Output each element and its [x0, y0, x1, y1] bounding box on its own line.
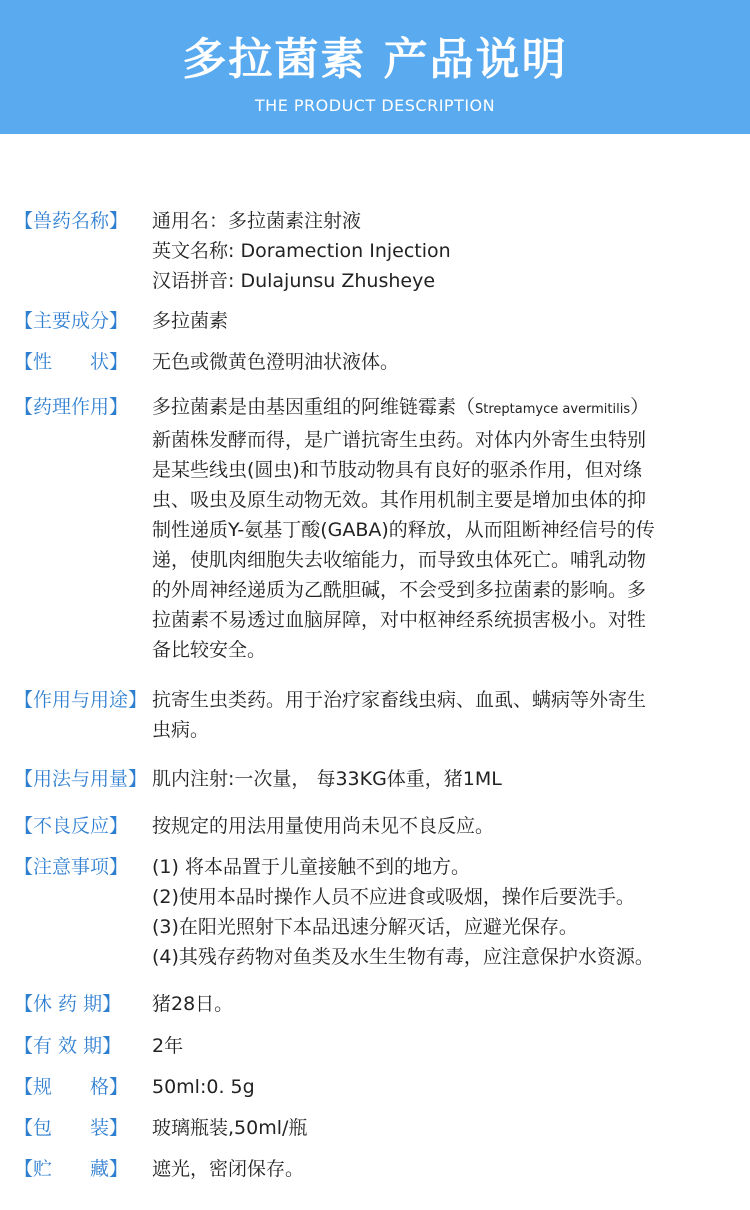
indications-line: 抗寄生虫类药。用于治疗家畜线虫病、血虱、螨病等外寄生	[152, 689, 647, 711]
section-value	[152, 811, 732, 841]
pharmacology-line: 的外周神经递质为乙酰胆碱，不会受到多拉菌素的影响。多	[152, 579, 647, 601]
section-value	[152, 1154, 732, 1184]
section-label: 【主要成分】	[14, 310, 129, 332]
section-value	[152, 347, 732, 377]
section-label: 【用法与用量】	[14, 768, 148, 790]
precaution-item: (1) 将本品置于儿童接触不到的地方。	[152, 856, 470, 878]
closing-paren: ）	[630, 396, 650, 418]
shelf-life-text: 2年	[152, 1035, 184, 1057]
pharmacology-line: 递，使肌肉细胞失去收缩能力，而导致虫体死亡。哺乳动物	[152, 549, 647, 571]
section-label: 【作用与用途】	[14, 689, 148, 711]
pharmacology-line: 新菌株发酵而得，是广谱抗寄生虫药。对体内外寄生虫特别	[152, 429, 647, 451]
section-label: 【性 状】	[14, 351, 129, 373]
header-banner	[0, 0, 750, 134]
section-label: 【兽药名称】	[14, 210, 129, 232]
section-value	[152, 764, 732, 794]
section-label: 【包 装】	[14, 1117, 129, 1139]
page-subtitle: THE PRODUCT DESCRIPTION	[254, 96, 496, 115]
pharmacology-line: 备比较安全。	[152, 639, 267, 661]
section-value	[152, 206, 732, 296]
generic-name: 通用名：多拉菌素注射液	[152, 210, 362, 232]
pharmacology-line: 虫、吸虫及原生动物无效。其作用机制主要是增加虫体的抑	[152, 489, 647, 511]
precaution-item: (3)在阳光照射下本品迅速分解灭话，应避光保存。	[152, 916, 578, 938]
english-name: 英文名称: Doramection Injection	[152, 240, 451, 262]
section-value	[152, 392, 732, 665]
ingredient-text: 多拉菌素	[152, 310, 229, 332]
section-label: 【规 格】	[14, 1076, 129, 1098]
section-value	[152, 685, 732, 745]
precaution-item: (4)其残存药物对鱼类及水生生物有毒，应注意保护水资源。	[152, 946, 654, 968]
section-label: 【休 药 期】	[14, 993, 122, 1015]
latin-name: Streptamyce avermitilis	[475, 402, 631, 417]
withdrawal-text: 猪28日。	[152, 993, 234, 1015]
section-label: 【注意事项】	[14, 856, 129, 878]
specification-text: 50ml:0. 5g	[152, 1076, 255, 1098]
dosage-text: 肌内注射:一次量， 每33KG体重，猪1ML	[152, 768, 502, 790]
section-label: 【药理作用】	[14, 396, 129, 418]
pharmacology-text: 多拉菌素是由基因重组的阿维链霉素（	[152, 396, 476, 418]
indications-line: 虫病。	[152, 719, 210, 741]
pinyin-name: 汉语拼音: Dulajunsu Zhusheye	[152, 270, 436, 292]
section-value	[152, 1113, 732, 1143]
section-value	[152, 1072, 732, 1102]
section-label: 【不良反应】	[14, 815, 129, 837]
pharmacology-line: 是某些线虫(圆虫)和节肢动物具有良好的驱杀作用，但对绦	[152, 459, 642, 481]
page-title: 多拉菌素 产品说明	[182, 34, 568, 85]
section-value	[152, 989, 732, 1019]
storage-text: 遮光，密闭保存。	[152, 1158, 305, 1180]
section-label: 【贮 藏】	[14, 1158, 129, 1180]
section-value	[152, 1031, 732, 1061]
pharmacology-first-line	[152, 392, 732, 425]
pharmacology-line: 制性递质Y-氨基丁酸(GABA)的释放，从而阻断神经信号的传	[152, 519, 655, 541]
adverse-text: 按规定的用法用量使用尚未见不良反应。	[152, 815, 495, 837]
section-label: 【有 效 期】	[14, 1035, 122, 1057]
pharmacology-line: 拉菌素不易透过血脑屏障，对中枢神经系统损害极小。对牲	[152, 609, 647, 631]
packaging-text: 玻璃瓶装,50ml/瓶	[152, 1117, 308, 1139]
section-value	[152, 852, 732, 972]
appearance-text: 无色或微黄色澄明油状液体。	[152, 351, 400, 373]
section-value	[152, 306, 732, 336]
precaution-item: (2)使用本品时操作人员不应进食或吸烟，操作后要洗手。	[152, 886, 635, 908]
